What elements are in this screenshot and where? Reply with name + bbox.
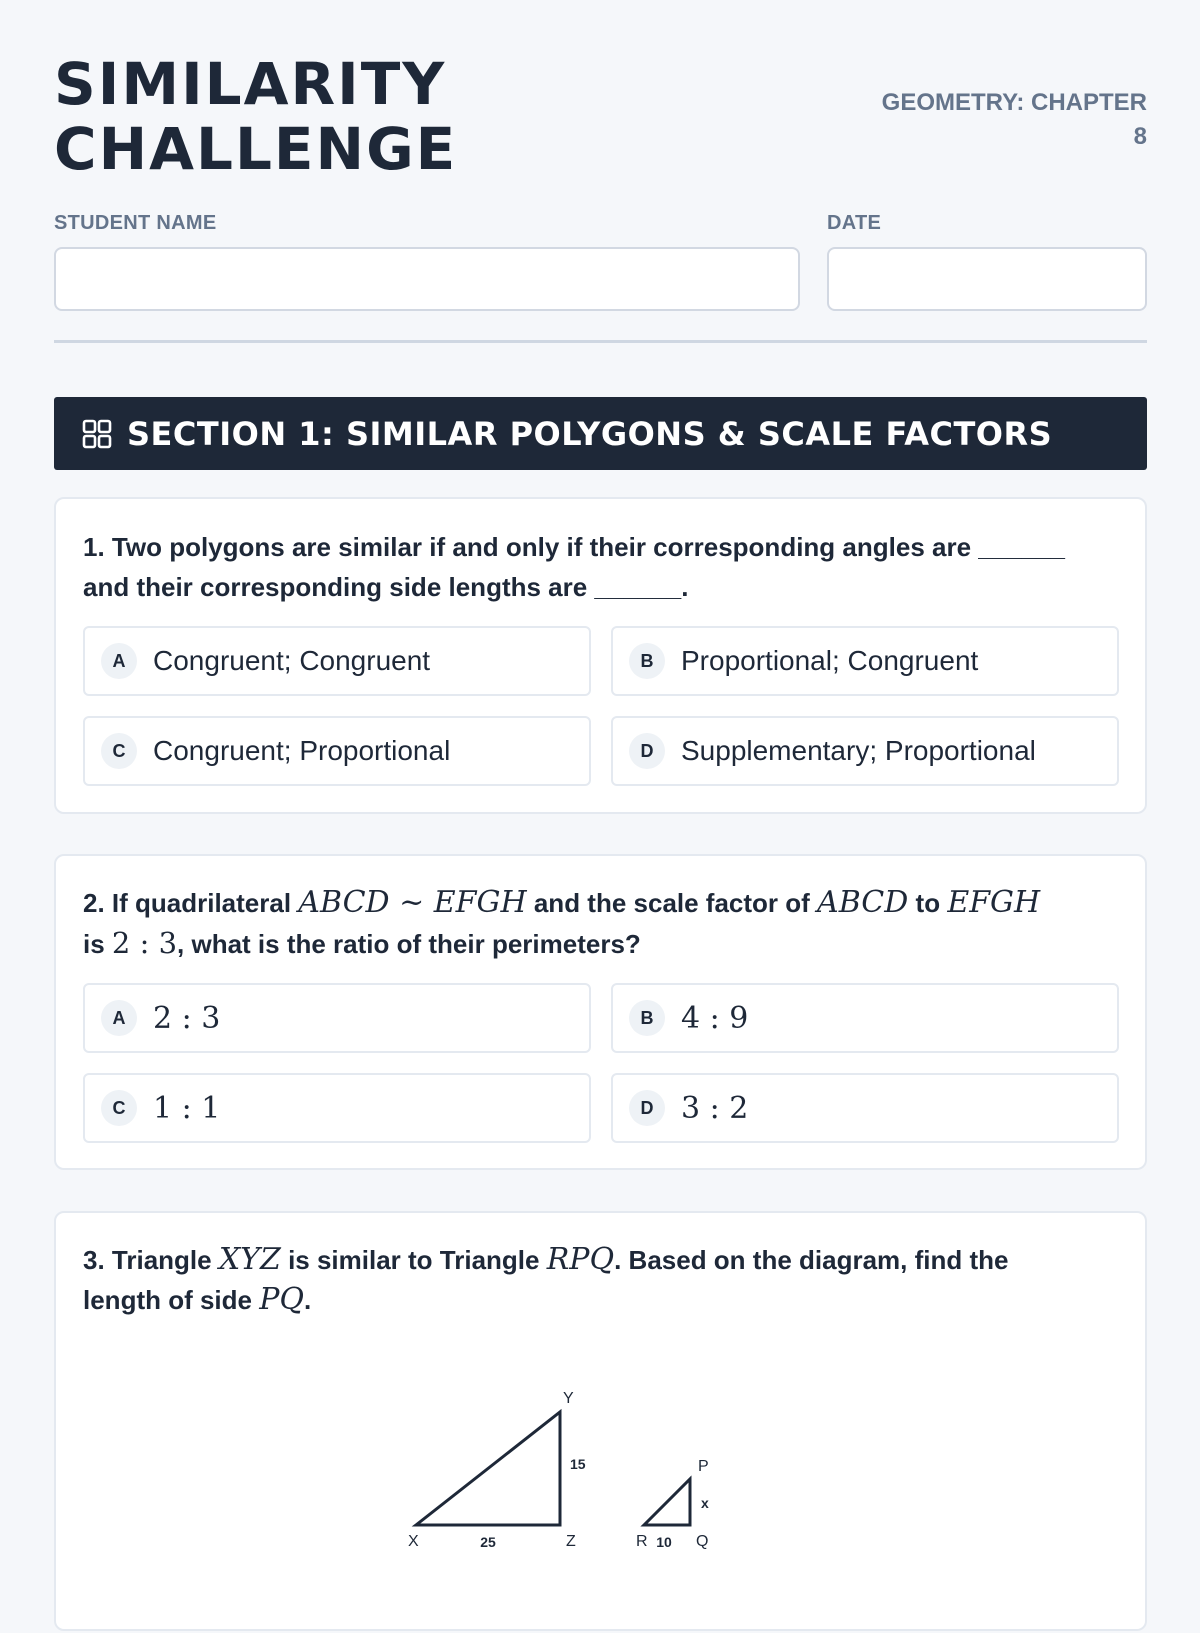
q3-text-part: 3. Triangle: [83, 1245, 219, 1275]
q1-option-a[interactable]: [83, 626, 591, 696]
date-label: DATE: [827, 212, 882, 234]
question-1-line-1: 1. Two polygons are similar if and only if their corresponding angles are ______: [83, 532, 1066, 562]
header-divider: [54, 340, 1147, 343]
question-1-text: [83, 527, 1123, 607]
student-name-field[interactable]: [54, 247, 800, 311]
side-label-pq: x: [701, 1495, 709, 1511]
chapter-label: GEOMETRY: CHAPTER 8: [881, 89, 1147, 150]
vertex-label-p: P: [698, 1458, 709, 1475]
option-letter: D: [629, 1090, 665, 1126]
q3-text-part: length of side: [83, 1285, 260, 1315]
question-card-1: [54, 497, 1147, 814]
question-2-line-1: [83, 883, 1123, 923]
vertex-label-r: R: [636, 1533, 648, 1550]
q2-text-part: , what is the ratio of their perimeters?: [177, 929, 641, 959]
question-card-2: [54, 854, 1147, 1170]
similar-triangles-diagram: [56, 1213, 1149, 1633]
q2-text-part: 2. If quadrilateral: [83, 888, 299, 918]
q2-math-ratio: 2 : 3: [111, 926, 178, 960]
section-header: [54, 397, 1147, 470]
option-text: 1 : 1: [153, 1090, 221, 1126]
q3-math-pq: PQ: [259, 1282, 305, 1317]
vertex-label-z: Z: [566, 1533, 576, 1550]
vertex-label-q: Q: [696, 1533, 709, 1550]
q2-text-part: and the scale factor of: [526, 888, 818, 918]
option-letter: A: [101, 1000, 137, 1036]
q2-text-part: to: [908, 888, 948, 918]
q2-option-a[interactable]: [83, 983, 591, 1053]
question-1-line-2: and their corresponding side lengths are ______.: [83, 572, 689, 602]
q3-text-part: . Based on the diagram, find the: [614, 1245, 1009, 1275]
q2-text-part: is: [83, 929, 112, 959]
grid-icon: [82, 419, 112, 449]
option-text: Congruent; Proportional: [153, 735, 451, 766]
triangle-xyz: [416, 1412, 560, 1525]
q2-option-c[interactable]: [83, 1073, 591, 1143]
vertex-label-y: Y: [563, 1390, 574, 1407]
title-line-2: CHALLENGE: [54, 115, 458, 183]
q3-text-part: is similar to Triangle: [280, 1245, 547, 1275]
q2-math-efgh: EFGH: [947, 885, 1041, 920]
option-letter: B: [629, 643, 665, 679]
question-2-line-2: [83, 923, 1123, 964]
option-text: Supplementary; Proportional: [681, 735, 1036, 766]
q2-option-d[interactable]: [611, 1073, 1119, 1143]
triangle-rpq: [644, 1479, 690, 1525]
option-text: Proportional; Congruent: [681, 645, 979, 676]
q3-math-rpq: RPQ: [546, 1242, 615, 1277]
question-2-text: [83, 883, 1123, 964]
option-letter: D: [629, 733, 665, 769]
q2-math-similar: ABCD ~ EFGH: [298, 885, 527, 920]
side-label-xz: 25: [480, 1534, 496, 1550]
q2-math-abcd: ABCD: [817, 885, 909, 920]
student-name-label: STUDENT NAME: [54, 212, 217, 234]
q1-option-d[interactable]: [611, 716, 1119, 786]
option-letter: B: [629, 1000, 665, 1036]
side-label-rq: 10: [656, 1534, 672, 1550]
date-field[interactable]: [827, 247, 1147, 311]
page-title: [54, 52, 457, 182]
q3-math-xyz: XYZ: [218, 1242, 281, 1277]
vertex-label-x: X: [408, 1533, 419, 1550]
option-text: 4 : 9: [681, 1000, 749, 1036]
option-text: Congruent; Congruent: [153, 645, 431, 676]
option-letter: A: [101, 643, 137, 679]
q1-option-c[interactable]: [83, 716, 591, 786]
title-line-1: SIMILARITY: [54, 50, 447, 118]
option-text: 2 : 3: [153, 1000, 221, 1036]
q3-text-part: .: [304, 1285, 312, 1315]
q2-option-b[interactable]: [611, 983, 1119, 1053]
option-letter: C: [101, 733, 137, 769]
option-letter: C: [101, 1090, 137, 1126]
question-card-3: [54, 1211, 1147, 1631]
option-text: 3 : 2: [681, 1090, 749, 1126]
section-title: SECTION 1: SIMILAR POLYGONS & SCALE FACTORS: [127, 414, 1053, 453]
side-label-yz: 15: [570, 1456, 586, 1472]
q1-option-b[interactable]: [611, 626, 1119, 696]
